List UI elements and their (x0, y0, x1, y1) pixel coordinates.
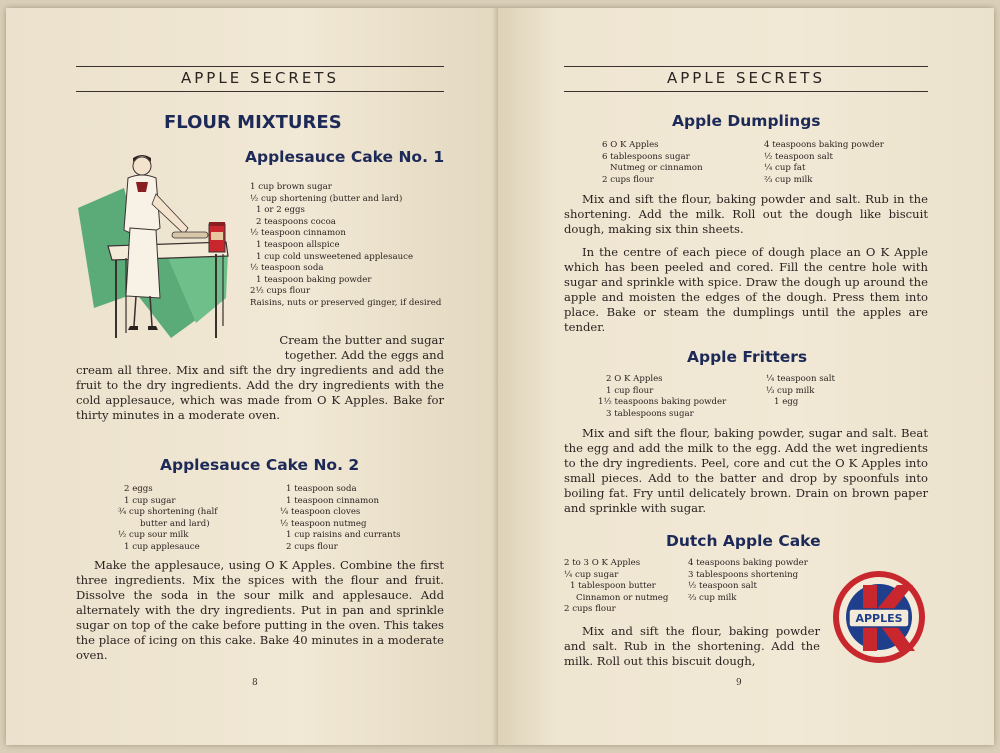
ingredient-item: 1 teaspoon cinnamon (286, 495, 379, 506)
method-apple-fritters (564, 426, 928, 524)
method-line: Cream the butter and sugar (279, 333, 444, 347)
ingredient-item: Cinnamon or nutmeg (576, 592, 669, 603)
ingredient-item: ½ teaspoon nutmeg (280, 518, 367, 529)
red-canister-illustration (207, 220, 227, 254)
ingredient-item: 1 cup applesauce (124, 541, 200, 552)
method-applesauce-cake-1 (76, 363, 444, 423)
method-paragraph: Mix and sift the flour, baking powder, sugar and salt. Beat the egg and add the milk to the egg. Add the wet ingredients to the dry ingredients. Peel, core and cut the O K Apples into small pieces. Add to the batter and drop by spoonfuls into boiling fat. Fry until delicately brown. Drain on brown paper and sprinkle with sugar. (564, 426, 928, 515)
ingredient-item: ⅔ cup milk (688, 592, 737, 603)
ingredient-item: ⅓ cup milk (766, 385, 815, 396)
ingredient-item: 1 teaspoon baking powder (256, 274, 372, 285)
page-number: 8 (252, 678, 258, 688)
running-head: APPLE SECRETS (76, 66, 444, 92)
ingredient-item: 6 O K Apples (602, 140, 659, 150)
method-applesauce-cake-2 (76, 558, 444, 671)
ingredient-item: ¼ cup sugar (564, 569, 619, 580)
recipe-title-dutch-apple-cake: Dutch Apple Cake (666, 532, 821, 550)
section-title: FLOUR MIXTURES (164, 112, 342, 133)
logo-text: APPLES (855, 612, 903, 625)
ingredient-list-apple-dumplings-right (764, 140, 914, 186)
ingredient-list-applesauce-cake-2-right (280, 484, 440, 554)
method-line: together. Add the eggs and (284, 348, 444, 362)
ingredient-list-applesauce-cake-1 (250, 182, 446, 310)
method-paragraph: cream all three. Mix and sift the dry ingredients and add the fruit to the dry ingredients. Add the dry ingredients with the cold applesauce, which was made from O K Apples. Bake for thirty minutes in a moderate oven. (76, 363, 444, 422)
method-paragraph: Mix and sift the flour, baking powder and salt. Rub in the shortening. Add the milk. Roll out this biscuit dough, (564, 624, 820, 668)
ingredient-item: 4 teaspoons baking powder (764, 140, 884, 150)
ingredient-item: ¾ cup shortening (half (118, 507, 218, 518)
method-paragraph: Mix and sift the flour, baking powder and salt. Rub in the shortening. Add the milk. Roll out the dough like biscuit dough, making six thin sheets. (564, 192, 928, 236)
ingredient-item: 1 tablespoon butter (570, 581, 656, 592)
ingredient-item: 4 teaspoons baking powder (688, 558, 808, 568)
ingredient-item: ½ teaspoon salt (764, 151, 833, 162)
ingredient-item: Nutmeg or cinnamon (610, 163, 703, 174)
ingredient-item: ⅔ cup milk (764, 174, 813, 185)
ingredient-list-dutch-apple-cake-left (564, 558, 694, 616)
ingredient-item: butter and lard) (140, 518, 210, 529)
left-page (6, 8, 498, 745)
page-number: 9 (736, 678, 742, 688)
ingredient-item: 1½ teaspoons baking powder (598, 397, 727, 408)
ingredient-list-applesauce-cake-2-left (118, 484, 268, 554)
method-paragraph: In the centre of each piece of dough place an O K Apple which has been peeled and cored. Fill the centre hole with sugar and sprinkle with spice. Draw the dough up around the apple and moisten the edges of the dough. Press them into place. Bake or steam the dumplings until the apples are tender. (564, 245, 928, 334)
ingredient-item: ½ teaspoon cinnamon (250, 228, 346, 239)
recipe-title-applesauce-cake-1: Applesauce Cake No. 1 (245, 148, 445, 166)
recipe-title-apple-dumplings: Apple Dumplings (672, 112, 821, 130)
ingredient-item: ¼ cup fat (764, 163, 806, 174)
ingredient-item: 2 cups flour (564, 604, 616, 615)
ingredient-item: 3 tablespoons shortening (688, 569, 799, 580)
ingredient-item: 2 teaspoons cocoa (256, 216, 336, 227)
ingredient-item: 1 cup sugar (124, 495, 176, 506)
method-apple-dumplings (564, 192, 928, 343)
ingredient-item: 1 cup brown sugar (250, 182, 332, 192)
ingredient-list-apple-fritters-right (766, 374, 896, 409)
ok-apples-logo (833, 571, 925, 663)
ingredient-item: 1 egg (774, 397, 799, 408)
running-head: APPLE SECRETS (564, 66, 928, 92)
method-applesauce-cake-1-intro (246, 333, 444, 363)
ingredient-item: 2½ cups flour (250, 286, 311, 297)
ingredient-item: 2 O K Apples (606, 374, 663, 384)
ingredient-item: 1 cup raisins and currants (286, 530, 401, 541)
ingredient-item: 6 tablespoons sugar (602, 151, 690, 162)
ingredient-item: 3 tablespoons sugar (606, 408, 694, 419)
ingredient-list-apple-fritters-left (598, 374, 758, 420)
ingredient-item: ¼ teaspoon salt (766, 374, 835, 384)
ingredient-item: ½ cup sour milk (118, 530, 189, 541)
ingredient-item: 2 to 3 O K Apples (564, 558, 641, 568)
ingredient-list-apple-dumplings-left (602, 140, 752, 186)
ingredient-item: Raisins, nuts or preserved ginger, if desired (250, 297, 442, 308)
ingredient-item: 1 or 2 eggs (256, 205, 305, 216)
ingredient-item: 1 teaspoon allspice (256, 239, 340, 250)
ingredient-item: 2 eggs (124, 484, 153, 494)
ingredient-item: 1 cup flour (606, 385, 654, 396)
ingredient-item: 1 teaspoon soda (286, 484, 357, 494)
ingredient-list-dutch-apple-cake-right (688, 558, 828, 604)
recipe-title-apple-fritters: Apple Fritters (687, 348, 808, 366)
ingredient-item: ½ teaspoon salt (688, 581, 757, 592)
method-paragraph: Make the applesauce, using O K Apples. Combine the first three ingredients. Mix the spices with the flour and fruit. Dissolve the soda in the sour milk and applesauce. Add alternately with the dry ingredients. Put in pan and sprinkle sugar on top of the cake before putting in the oven. This takes the place of icing on this cake. Bake 40 minutes in a moderate oven. (76, 558, 444, 662)
booklet-spread (6, 8, 994, 745)
ingredient-item: ½ teaspoon soda (250, 263, 324, 274)
ingredient-item: ¼ teaspoon cloves (280, 507, 361, 518)
ingredient-item: 2 cups flour (602, 174, 654, 185)
ingredient-item: 2 cups flour (286, 541, 338, 552)
recipe-title-applesauce-cake-2: Applesauce Cake No. 2 (160, 456, 360, 474)
ingredient-item: ½ cup shortening (butter and lard) (250, 193, 403, 204)
ingredient-item: 1 cup cold unsweetened applesauce (256, 251, 414, 262)
method-dutch-apple-cake (564, 624, 820, 677)
